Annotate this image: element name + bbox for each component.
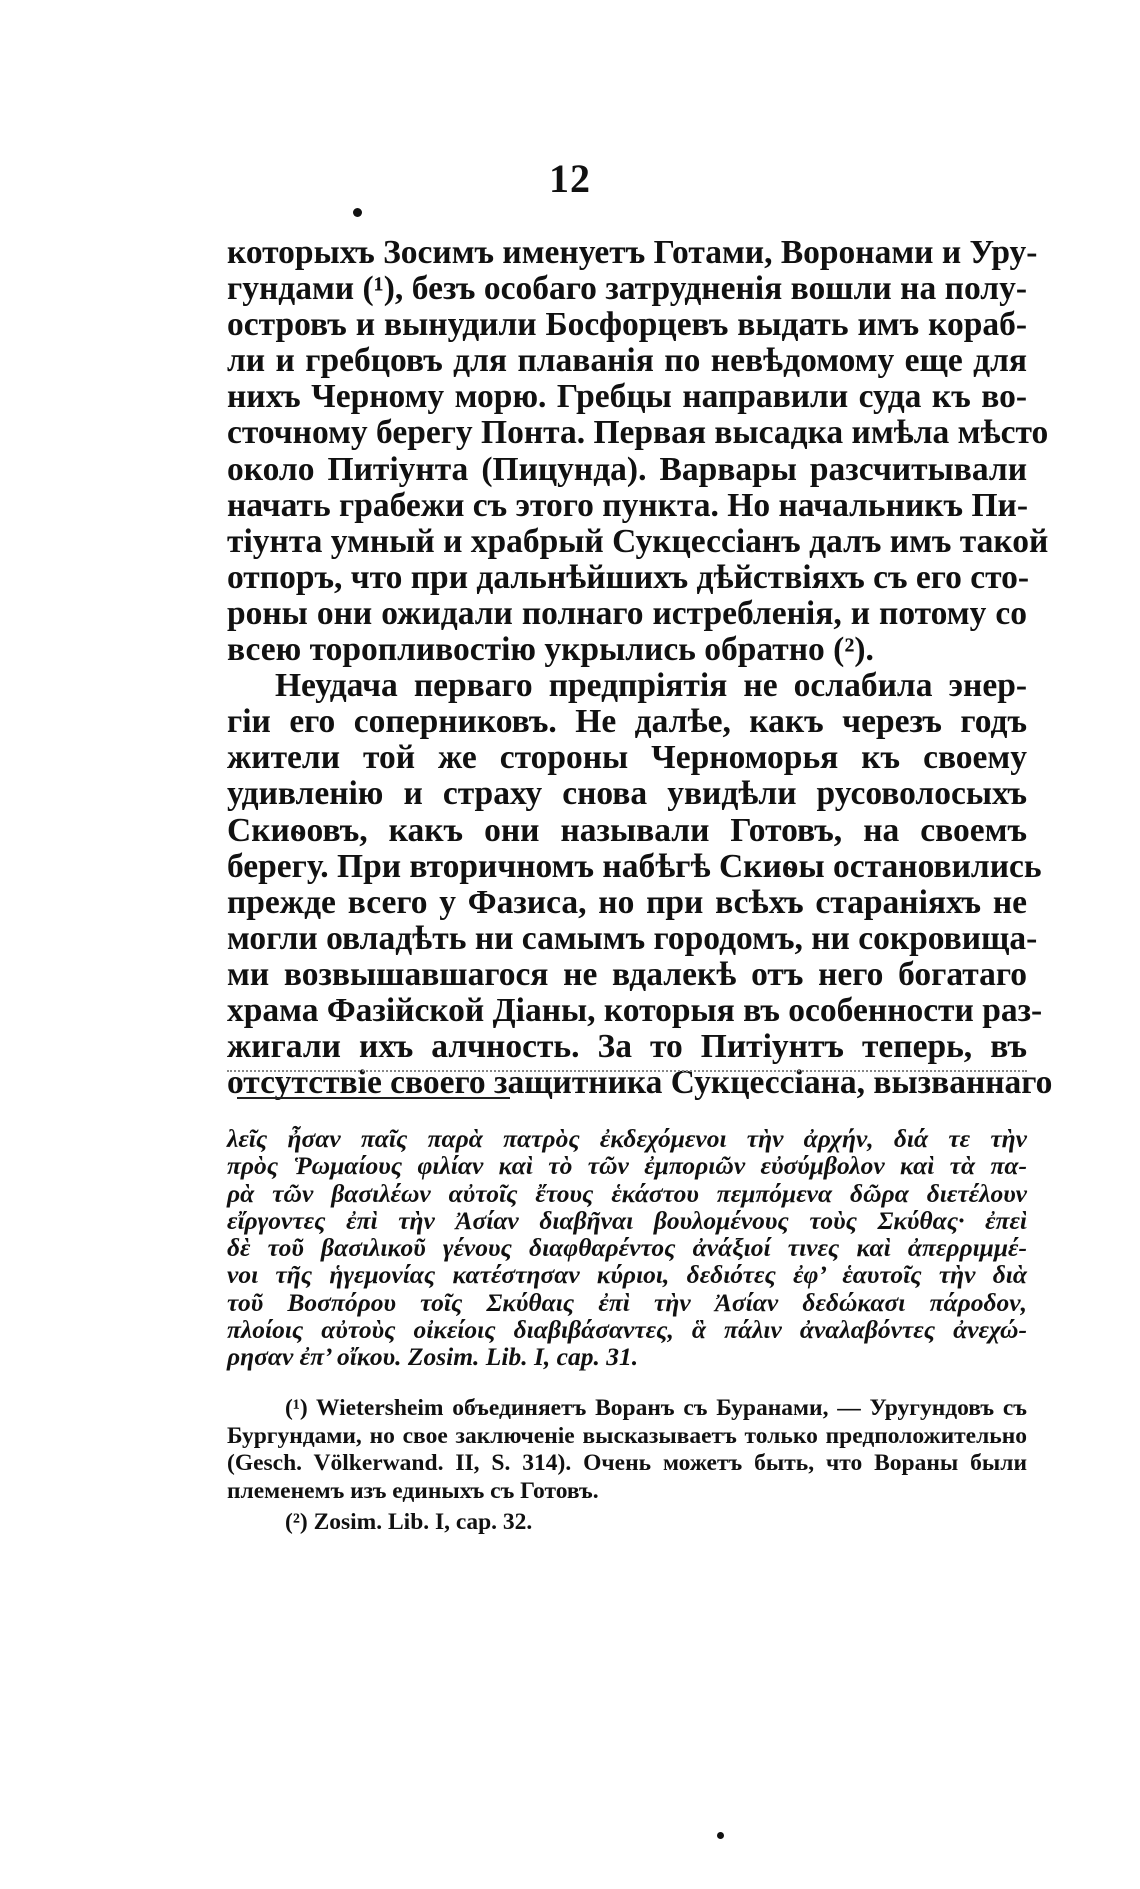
ink-speck [353,208,362,217]
footnote-line: Бургундами, но свое заключеніе высказываетъ только предположительно [227,1422,1027,1449]
footnote-greek-quote [227,1125,1027,1371]
text-line: около Питіунта (Пицунда). Варвары разсчитывали [227,450,1027,488]
text-line: отсутствіе своего защитника Сукцессіана, вызваннаго [227,1064,1053,1102]
text-line: роны они ожидали полнаго истребленія, и потому со [227,594,1027,632]
footnote-line: λεῖς ἦσαν παῖς παρὰ πατρὸς ἐκδεχόμενοι τὴν ἀρχήν, διά τε τὴν [227,1124,1027,1153]
text-line: островъ и вынудили Босфорцевъ выдать имъ кораб- [227,306,1027,344]
text-line: гіи его соперниковъ. Не далѣе, какъ черезъ годъ [227,703,1027,741]
text-line: могли овладѣть ни самымъ городомъ, ни сокровища- [227,919,1038,957]
text-line: храма Фазійской Діаны, которыя въ особенности раз- [227,991,1043,1029]
footnote-line: νοι τῆς ἡγεμονίας κατέστησαν κύριοι, δεδιότες ἐφ’ ἑαυτοῖς τὴν διὰ [227,1260,1027,1290]
text-line: берегу. При вторичномъ набѣгѣ Скиѳы остановились [227,847,1042,885]
footnote-1 [227,1395,1027,1505]
text-line: которыхъ Зосимъ именуетъ Готами, Воронами и Уру- [227,234,1038,271]
text-line: всею торопливостію укрылись обратно (²). [227,631,874,669]
footnote-line: εἴργοντες ἐπὶ τὴν Ἀσίαν διαβῆναι βουλομένους τοὺς Σκύθας· ἐπεὶ [227,1205,1027,1235]
footnote-line: πρὸς Ῥωμαίους φιλίαν καὶ τὸ τῶν ἐμποριῶν εὐσύμβολον καὶ τὰ πα- [227,1151,1027,1181]
footnote-line: πλοίοις αὐτοὺς οἰκείοις διαβιβάσαντες, ἃ πάλιν ἀναλαβόντες ἀνεχώ- [227,1315,1027,1345]
bleed-through-noise [227,1070,1027,1086]
footnote-line: τοῦ Βοσπόρου τοῖς Σκύθαις ἐπὶ τὴν Ἀσίαν δεδώκασι πάροδον, [227,1287,1027,1317]
footnote-line: δὲ τοῦ βασιλικοῦ γένους διαφθαρέντος ἀνάξιοί τινες καὶ ἀπερριμμέ- [227,1233,1027,1263]
text-line: жигали ихъ алчность. За то Питіунтъ теперь, въ [227,1028,1027,1066]
page-number: 12 [549,156,591,201]
footnote-rule [237,1097,510,1099]
footnote-2 [227,1509,1027,1537]
text-line: прежде всего у Фазиса, но при всѣхъ стараніяхъ не [227,883,1027,921]
text-line: отпоръ, что при дальнѣйшихъ дѣйствіяхъ съ его сто- [227,558,1030,596]
footnote-line: ρὰ τῶν βασιλέων αὐτοῖς ἔτους ἑκάστου πεμπόμενα δῶρα διετέλουν [227,1178,1027,1208]
text-line: Скиѳовъ, какъ они называли Готовъ, на своемъ [227,811,1027,849]
text-line: начать грабежи съ этого пункта. Но начальникъ Пи- [227,486,1028,524]
text-line: удивленію и страху снова увидѣли русоволосыхъ [227,775,1027,813]
text-line: ми возвышавшагося не вдалекѣ отъ него богатаго [227,955,1027,993]
footnote-line: (Gesch. Völkerwand. II, S. 314). Очень можетъ быть, что Вораны были [227,1450,1027,1476]
footnote-line: ρησαν ἐπ’ οἴκου. Zosim. Lib. I, cap. 31. [227,1342,639,1372]
text-line: Неудача перваго предпріятія не ослабила энер- [275,667,1027,705]
main-text [227,234,1053,1102]
footnote-line: племенемъ изъ единыхъ съ Готовъ. [227,1477,599,1504]
ink-speck [717,1832,724,1839]
text-line: ли и гребцовъ для плаванія по невѣдомому еще для [227,342,1027,380]
footnote-line: (¹) Wietersheim объединяетъ Воранъ съ Буранами, — Уругундовъ съ [285,1395,1027,1421]
text-line: тіунта умный и храбрый Сукцессіанъ далъ имъ такой [227,522,1049,560]
text-line: сточному берегу Понта. Первая высадка имѣла мѣсто [227,414,1049,452]
text-line: нихъ Черному морю. Гребцы направили суда къ во- [227,378,1027,416]
text-line: гундами (¹), безъ особаго затрудненія вошли на полу- [227,270,1027,308]
text-line: жители той же стороны Черноморья къ своему [227,739,1027,777]
footnote-line: (²) Zosim. Lib. I, cap. 32. [285,1509,533,1535]
